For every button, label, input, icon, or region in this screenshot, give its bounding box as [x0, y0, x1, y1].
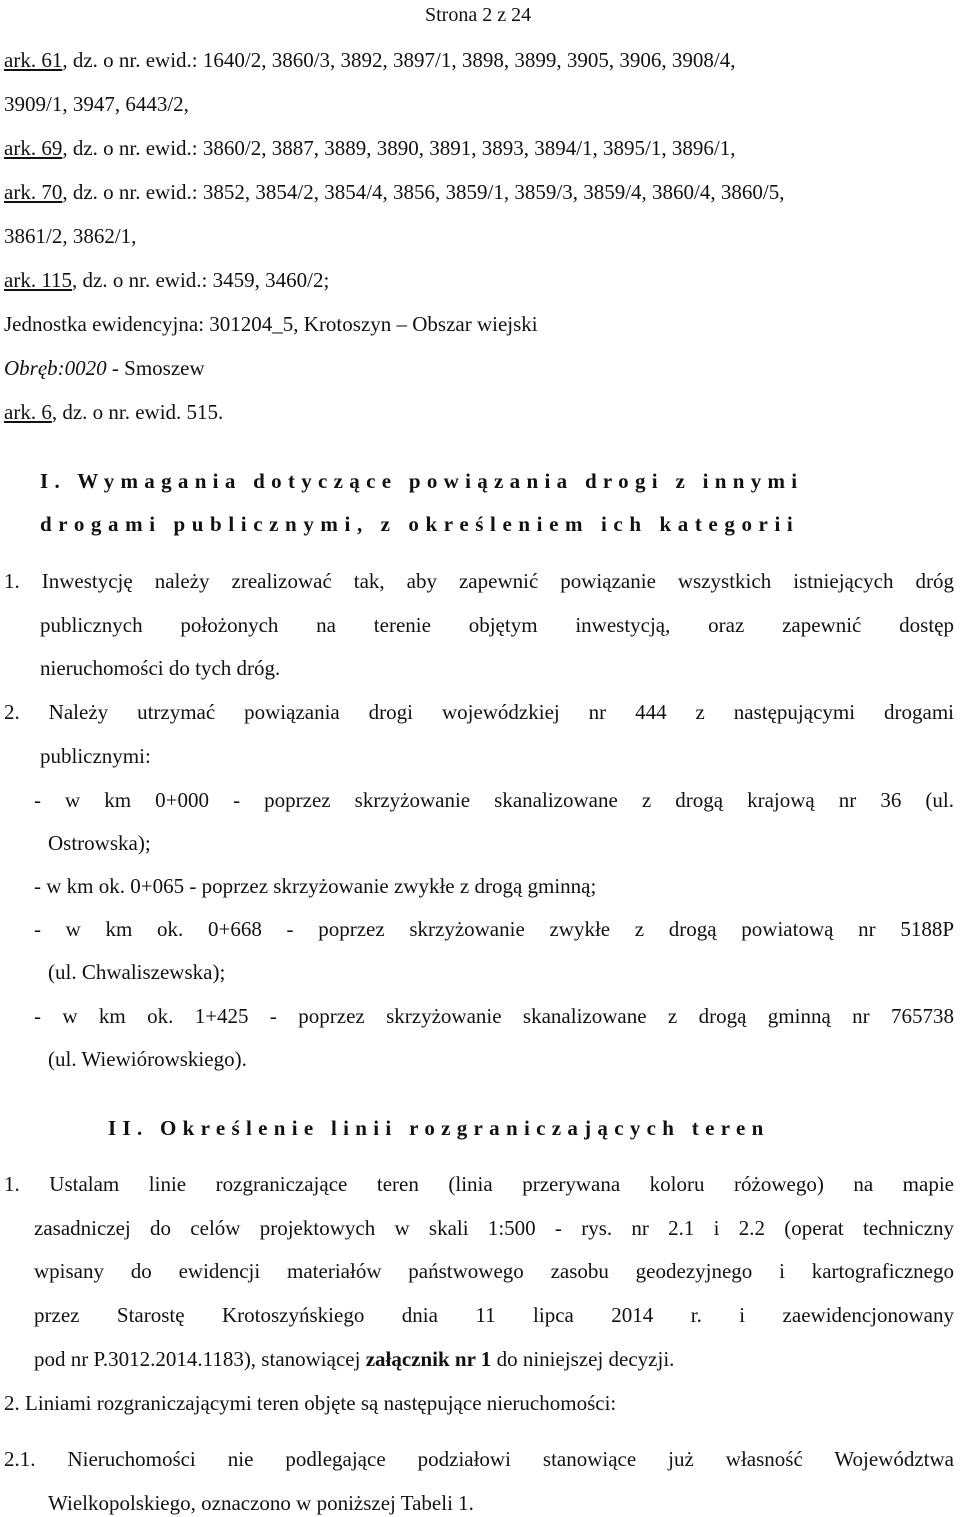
obreb-line: Obręb:0020 - Smoszew — [4, 356, 205, 380]
s2-p2-line-1: 2. Liniami rozgraniczającymi teren objęte są następujące nieruchomości: — [4, 1391, 617, 1415]
s1-p1-line-2: publicznych położonych na terenie objętym inwestycją, oraz zapewnić dostęp — [40, 613, 954, 637]
s2-p1-line-3: wpisany do ewidencji materiałów państwowego zasobu geodezyjnego i kartograficznego — [34, 1259, 954, 1283]
ark-115-label: ark. 115 — [4, 268, 73, 292]
s1-p2-line-2: publicznymi: — [40, 744, 151, 768]
s1-p1-line-1: 1. Inwestycję należy zrealizować tak, aby zapewnić powiązanie wszystkich istniejących dróg — [4, 569, 954, 593]
s2-p1-line-2: zasadniczej do celów projektowych w skali 1:500 - rys. nr 2.1 i 2.2 (operat techniczny — [34, 1216, 954, 1240]
s1-bullet-4-line-2: (ul. Wiewiórowskiego). — [48, 1047, 247, 1071]
parcel-line-ark70: ark. 70, dz. o nr. ewid.: 3852, 3854/2, 3854/4, 3856, 3859/1, 3859/3, 3859/4, 3860/4, 3860/5, — [4, 180, 785, 204]
parcel-line-ark61: ark. 61, dz. o nr. ewid.: 1640/2, 3860/3, 3892, 3897/1, 3898, 3899, 3905, 3906, 3908/4, — [4, 48, 736, 72]
s1-bullet-3-line-1: - w km ok. 0+668 - poprzez skrzyżowanie zwykłe z drogą powiatową nr 5188P — [34, 917, 954, 941]
registry-unit: Jednostka ewidencyjna: 301204_5, Krotoszyn – Obszar wiejski — [4, 312, 538, 336]
s1-bullet-1-line-1: - w km 0+000 - poprzez skrzyżowanie skanalizowane z drogą krajową nr 36 (ul. — [34, 788, 954, 812]
ark-61-label: ark. 61 — [4, 48, 63, 72]
ark-6-label: ark. 6 — [4, 400, 52, 424]
s2-p21-line-2: Wielkopolskiego, oznaczono w poniższej Tabeli 1. — [48, 1491, 474, 1515]
page-number: Strona 2 z 24 — [425, 4, 532, 26]
s1-bullet-1-line-2: Ostrowska); — [48, 831, 151, 855]
section-2-heading: II. Określenie linii rozgraniczających teren — [108, 1116, 770, 1140]
ark-70-label: ark. 70 — [4, 180, 63, 204]
s1-bullet-3-line-2: (ul. Chwaliszewska); — [48, 960, 226, 984]
s2-p1-line-5: pod nr P.3012.2014.1183), stanowiącej załącznik nr 1 do niniejszej decyzji. — [34, 1347, 675, 1371]
parcel-line-ark115: ark. 115, dz. o nr. ewid.: 3459, 3460/2; — [4, 268, 330, 292]
s2-p21-line-1: 2.1. Nieruchomości nie podlegające podziałowi stanowiące już własność Województwa — [4, 1447, 954, 1471]
parcel-line-ark69: ark. 69, dz. o nr. ewid.: 3860/2, 3887, 3889, 3890, 3891, 3893, 3894/1, 3895/1, 3896/1, — [4, 136, 736, 160]
s1-bullet-4-line-1: - w km ok. 1+425 - poprzez skrzyżowanie skanalizowane z drogą gminną nr 765738 — [34, 1004, 954, 1028]
ark-69-label: ark. 69 — [4, 136, 63, 160]
attachment-ref: załącznik nr 1 — [365, 1347, 492, 1371]
section-1-heading-line-1: I. Wymagania dotyczące powiązania drogi z innymi — [40, 469, 804, 493]
parcel-line-ark61-cont: 3909/1, 3947, 6443/2, — [4, 92, 189, 116]
parcel-line-ark70-cont: 3861/2, 3862/1, — [4, 224, 137, 248]
s1-bullet-2-line-1: - w km ok. 0+065 - poprzez skrzyżowanie zwykłe z drogą gminną; — [34, 874, 597, 898]
parcel-line-ark6: ark. 6, dz. o nr. ewid. 515. — [4, 400, 224, 424]
s2-p1-line-4: przez Starostę Krotoszyńskiego dnia 11 lipca 2014 r. i zaewidencjonowany — [34, 1303, 954, 1327]
s1-p2-line-1: 2. Należy utrzymać powiązania drogi wojewódzkiej nr 444 z następującymi drogami — [4, 700, 954, 724]
section-1-heading-line-2: drogami publicznymi, z określeniem ich kategorii — [40, 512, 800, 536]
s1-p1-line-3: nieruchomości do tych dróg. — [40, 656, 281, 680]
s2-p1-line-1: 1. Ustalam linie rozgraniczające teren (linia przerywana koloru różowego) na mapie — [4, 1172, 954, 1196]
